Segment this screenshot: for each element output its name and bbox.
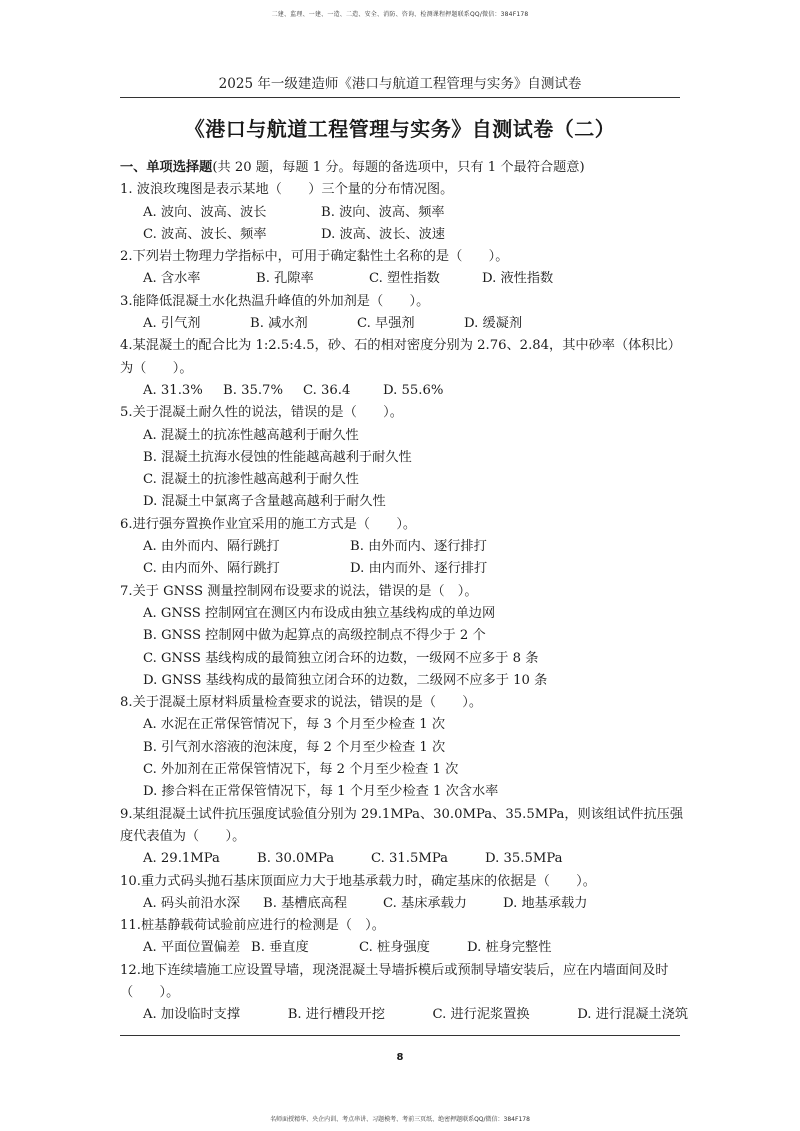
option-row xyxy=(120,313,688,335)
question-5 xyxy=(120,402,688,513)
option-d: D. 混凝土中氯离子含量越高越利于耐久性 xyxy=(143,494,386,510)
bottom-contact-banner: 名师面授精华、央企内训、考点串讲、习题模考、考前三页纸、绝密押题联系QQ/微信：384F178 xyxy=(270,1116,530,1123)
option-a: A. 加设临时支撑 xyxy=(143,1007,241,1023)
question-stem: 12.地下连续墙施工应设置导墙，现浇混凝土导墙拆模后或预制导墙安装后，应在内墙面间及时（ ）。 xyxy=(120,962,669,1000)
section-title: 一、单项选择题 xyxy=(120,160,213,175)
option-a: A. 码头前沿水深 xyxy=(143,895,241,911)
option-d: D. GNSS 基线构成的最简独立闭合环的边数，二级网不应多于 10 条 xyxy=(143,672,548,688)
option-a: A. 31.3% xyxy=(143,382,203,398)
option-a: A. 含水率 xyxy=(143,271,201,287)
option-c: C. 混凝土的抗渗性越高越利于耐久性 xyxy=(143,472,359,488)
option-a: A. 29.1MPa xyxy=(143,851,220,867)
option-d: D. 35.5MPa xyxy=(485,851,563,867)
option-row xyxy=(120,536,688,558)
question-10 xyxy=(120,871,688,916)
section-note: (共 20 题，每题 1 分。每题的备选项中，只有 1 个最符合题意) xyxy=(212,160,585,175)
option-b: B. 垂直度 xyxy=(251,940,309,956)
question-list xyxy=(120,157,688,1027)
option-row xyxy=(120,1004,688,1026)
option-b: B. 进行槽段开挖 xyxy=(287,1007,385,1023)
option-b: B. 混凝土抗海水侵蚀的性能越高越利于耐久性 xyxy=(143,449,412,465)
question-7 xyxy=(120,581,688,692)
option-c: C. 由内而外、隔行跳打 xyxy=(143,561,280,577)
option-c: C. 基床承载力 xyxy=(383,895,467,911)
option-c: C. 31.5MPa xyxy=(371,851,449,867)
option-a: A. 由外而内、隔行跳打 xyxy=(143,539,280,555)
question-12 xyxy=(120,960,688,1027)
question-stem: 11.桩基静载荷试验前应进行的检测是（ ）。 xyxy=(120,918,385,934)
option-b: B. GNSS 控制网中做为起算点的高级控制点不得少于 2 个 xyxy=(143,628,486,644)
option-b: B. 波向、波高、频率 xyxy=(321,204,445,220)
question-6 xyxy=(120,514,688,581)
question-stem: 5.关于混凝土耐久性的说法，错误的是（ ）。 xyxy=(120,405,403,421)
exam-header: 2025 年一级建造师《港口与航道工程管理与实务》自测试卷 xyxy=(218,76,582,92)
option-c: C. 外加剂在正常保管情况下，每 2 个月至少检查 1 次 xyxy=(143,762,459,778)
option-a: A. 平面位置偏差 xyxy=(143,940,241,956)
option-row xyxy=(120,558,688,580)
option-row xyxy=(120,224,688,246)
option-row xyxy=(120,268,688,290)
question-stem: 2.下列岩土物理力学指标中，可用于确定黏性土名称的是（ ）。 xyxy=(120,249,509,265)
option-c: C. 桩身强度 xyxy=(359,940,430,956)
option-a: A. GNSS 控制网宜在测区内布设成由独立基线构成的单边网 xyxy=(143,605,496,621)
question-1 xyxy=(120,179,688,246)
option-c: C. 36.4 xyxy=(303,382,351,398)
question-3 xyxy=(120,291,688,336)
option-d: D. 液性指数 xyxy=(482,271,554,287)
option-d: D. 55.6% xyxy=(383,382,444,398)
option-a: A. 波向、波高、波长 xyxy=(143,204,267,220)
option-b: B. 减水剂 xyxy=(250,316,308,332)
section-heading xyxy=(120,157,688,179)
option-row xyxy=(120,937,688,959)
option-d: D. 地基承载力 xyxy=(503,895,588,911)
question-8 xyxy=(120,692,688,803)
question-11 xyxy=(120,915,688,960)
header-divider xyxy=(120,97,680,98)
option-b: B. 由外而内、逐行排打 xyxy=(350,539,487,555)
option-c: C. GNSS 基线构成的最简独立闭合环的边数，一级网不应多于 8 条 xyxy=(143,650,539,666)
question-stem: 6.进行强夯置换作业宜采用的施工方式是（ ）。 xyxy=(120,516,417,532)
option-d: D. 波高、波长、波速 xyxy=(321,226,445,242)
question-stem: 1. 波浪玫瑰图是表示某地（ ）三个量的分布情况图。 xyxy=(120,182,454,198)
option-b: B. 30.0MPa xyxy=(257,851,335,867)
option-c: C. 进行泥浆置换 xyxy=(432,1007,530,1023)
option-a: A. 混凝土的抗冻性越高越利于耐久性 xyxy=(143,427,359,443)
option-a: A. 引气剂 xyxy=(143,316,201,332)
option-row xyxy=(120,848,688,870)
option-d: D. 掺合料在正常保管情况下，每 1 个月至少检查 1 次含水率 xyxy=(143,784,499,800)
question-stem: 9.某组混凝土试件抗压强度试验值分别为 29.1MPa、30.0MPa、35.5MPa，则该组试件抗压强度代表值为（ ）。 xyxy=(120,806,684,844)
question-stem: 3.能降低混凝土水化热温升峰值的外加剂是（ ）。 xyxy=(120,293,430,309)
option-d: D. 缓凝剂 xyxy=(464,316,523,332)
top-contact-banner: 二建、监理、一建、一造、二造、安全、消防、咨询、检测课程押题联系QQ/微信：384F178 xyxy=(271,11,529,18)
question-9 xyxy=(120,804,688,871)
question-stem: 4.某混凝土的配合比为 1:2.5:4.5，砂、石的相对密度分别为 2.76、2.84，其中砂率（体积比）为（ ）。 xyxy=(120,338,681,376)
option-row xyxy=(120,380,688,402)
option-a: A. 水泥在正常保管情况下，每 3 个月至少检查 1 次 xyxy=(143,717,446,733)
question-stem: 7.关于 GNSS 测量控制网布设要求的说法，错误的是（ ）。 xyxy=(120,583,478,599)
question-4 xyxy=(120,335,688,402)
option-b: B. 35.7% xyxy=(223,382,283,398)
option-row xyxy=(120,893,688,915)
footer-divider xyxy=(120,1035,680,1036)
option-d: D. 桩身完整性 xyxy=(467,940,552,956)
question-stem: 8.关于混凝土原材料质量检查要求的说法，错误的是（ ）。 xyxy=(120,695,483,711)
option-c: C. 塑性指数 xyxy=(369,271,440,287)
option-row xyxy=(120,202,688,224)
option-b: B. 基槽底高程 xyxy=(263,895,348,911)
page-number: 8 xyxy=(396,1052,404,1063)
option-d: D. 由内而外、逐行排打 xyxy=(350,561,488,577)
page-title: 《港口与航道工程管理与实务》自测试卷（二） xyxy=(184,117,616,141)
option-c: C. 早强剂 xyxy=(357,316,415,332)
option-b: B. 孔隙率 xyxy=(256,271,314,287)
option-d: D. 进行混凝土浇筑 xyxy=(577,1007,689,1023)
option-b: B. 引气剂水溶液的泡沫度，每 2 个月至少检查 1 次 xyxy=(143,739,446,755)
option-c: C. 波高、波长、频率 xyxy=(143,226,267,242)
question-stem: 10.重力式码头抛石基床顶面应力大于地基承载力时，确定基床的依据是（ ）。 xyxy=(120,873,596,889)
question-2 xyxy=(120,246,688,291)
